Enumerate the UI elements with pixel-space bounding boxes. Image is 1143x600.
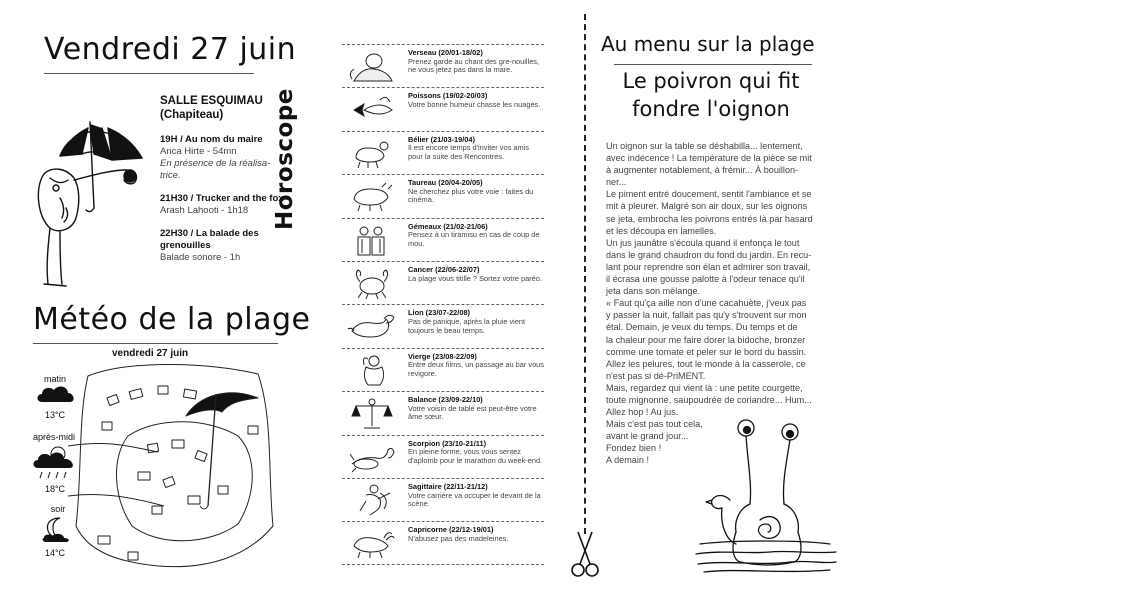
recipe-line: avant le grand jour... bbox=[606, 431, 689, 442]
event-info: Balade sonore - 1h bbox=[160, 252, 241, 263]
moon-icon bbox=[40, 514, 76, 544]
recipe-line: Un jus jaunâtre s'écoula quand il enfonça le tout bbox=[606, 237, 800, 248]
horoscope-item bbox=[342, 87, 544, 130]
horoscope-text bbox=[408, 92, 544, 109]
horoscope-prediction: Prenez garde au chant des gre-nouilles, ne vous jetez pas dans la mare. bbox=[408, 56, 540, 75]
capricorn-icon bbox=[344, 526, 400, 560]
weather-period-label: après-midi bbox=[32, 432, 75, 442]
horoscope-text bbox=[408, 266, 544, 283]
recipe-line: à augmenter notablement, à frémir... À bouillon- bbox=[606, 165, 799, 176]
aquarius-icon bbox=[344, 49, 400, 83]
recipe-title bbox=[600, 67, 822, 123]
recipe-line: la chaleur pour me faire dorer la bidoche, bronzer bbox=[606, 334, 806, 345]
recipe-line: comme une tomate et peler sur le bord du bassin. bbox=[606, 346, 807, 357]
horoscope-sign-name: Gémeaux (21/02-21/06) bbox=[408, 221, 488, 231]
umbrella-man-illustration bbox=[30, 108, 155, 298]
meteo-underline bbox=[33, 343, 278, 344]
horoscope-item bbox=[342, 44, 544, 87]
horoscope-sign-name: Scorpion (23/10-21/11) bbox=[408, 438, 487, 448]
horoscope-item bbox=[342, 391, 544, 434]
horoscope-prediction: Votre voisin de table est peut-être votre âme sœur. bbox=[408, 403, 537, 422]
libra-icon bbox=[344, 396, 400, 430]
cloud-icon bbox=[36, 384, 76, 406]
horoscope-text bbox=[408, 136, 544, 162]
recipe-line: Un oignon sur la table se déshabilla... lentement, bbox=[606, 141, 803, 151]
horoscope-item bbox=[342, 348, 544, 391]
horoscope-item bbox=[342, 218, 544, 261]
horoscope-item bbox=[342, 174, 544, 217]
horoscope-text bbox=[408, 526, 544, 543]
horoscope-text bbox=[408, 440, 544, 466]
venue-subname: (Chapiteau) bbox=[160, 109, 224, 121]
horoscope-item bbox=[342, 131, 544, 174]
recipe-line: il écrasa une gousse palotte à l'odeur tenace qu'il bbox=[606, 274, 805, 285]
recipe-line: ner... bbox=[606, 177, 627, 188]
date-underline bbox=[44, 73, 254, 74]
menu-title: Au menu sur la plage bbox=[601, 32, 815, 56]
horoscope-item bbox=[342, 304, 544, 347]
event-note: trice. bbox=[160, 170, 181, 181]
recipe-line: Mais c'est pas tout cela, bbox=[606, 419, 703, 430]
recipe-line: Mais, regardez qui vient là : une petite courgette, bbox=[606, 382, 803, 393]
recipe-line: « Faut qu'ça aille non d'une cacahuète, j'veux pas bbox=[606, 298, 807, 309]
horoscope-prediction: En pleine forme, vous vous sentez d'aplomb pour le marathon du week-end. bbox=[408, 447, 543, 465]
event-title: 19H / Au nom du maire bbox=[160, 134, 263, 145]
recipe-line: dans le grand chaudron du fond du jardin. En recu- bbox=[606, 249, 812, 260]
recipe-line: n'est pas si dé-PriMENT. bbox=[606, 370, 706, 381]
rain-cloud-icon bbox=[32, 444, 80, 482]
horoscope-item bbox=[342, 521, 544, 564]
horoscope-prediction: Il est encore temps d'inviter vos amis pour la suite des Rencontres. bbox=[408, 143, 529, 161]
horoscope-sign-name: Verseau (20/01-18/02) bbox=[408, 48, 483, 57]
recipe-line: avec indécence ! La température de la pièce se mit bbox=[606, 153, 812, 164]
horoscope-text bbox=[408, 396, 544, 422]
horoscope-item bbox=[342, 261, 544, 304]
recipe-line: se jeta, embrocha les poivrons entrés là par hasard bbox=[606, 213, 813, 224]
horoscope-sign-name: Vierge (23/08-22/09) bbox=[408, 351, 477, 361]
recipe-line: étal. Demain, je veux du temps. Du temps et de bbox=[606, 322, 798, 333]
horoscope-prediction: La plage vous titille ? Sortez votre paréo. bbox=[408, 273, 542, 283]
horoscope-prediction: Votre carrière va occuper le devant de la scène. bbox=[408, 490, 541, 509]
horoscope-prediction: Ne cherchez plus votre voie : faites du cinéma. bbox=[408, 186, 534, 205]
horoscope-text bbox=[408, 353, 544, 379]
horoscope-sign-name: Sagittaire (22/11-21/12) bbox=[408, 481, 488, 491]
weather-temp: 14°C bbox=[44, 548, 66, 558]
horoscope-sign-name: Lion (23/07-22/08) bbox=[408, 308, 471, 318]
cancer-icon bbox=[344, 266, 400, 300]
horoscope-sign-name: Balance (23/09-22/10) bbox=[408, 395, 483, 405]
recipe-title-line: fondre l'oignon bbox=[632, 97, 790, 121]
horoscope-sign-name: Taureau (20/04-20/05) bbox=[408, 178, 483, 188]
weather-period-label: matin bbox=[43, 374, 66, 384]
recipe-line: Allez les pelures, tout le monde à la casserole, ce bbox=[606, 358, 806, 369]
event-title: 21H30 / Trucker and the fox bbox=[160, 193, 284, 204]
horoscope-prediction: N'abusez pas des madeleines. bbox=[408, 533, 509, 543]
recipe-title-line: Le poivron qui fit bbox=[622, 69, 800, 93]
horoscope-sign-name: Bélier (21/03-19/04) bbox=[408, 134, 475, 144]
date-title: Vendredi 27 juin bbox=[44, 32, 297, 67]
recipe-line: Fondez bien ! bbox=[606, 443, 662, 454]
recipe-line: jeta dans son mélange. bbox=[606, 286, 701, 297]
venue-name: SALLE ESQUIMAU bbox=[160, 95, 263, 107]
menu-underline bbox=[614, 64, 812, 65]
horoscope-item bbox=[342, 435, 544, 478]
event-title: 22H30 / La balade des grenouilles bbox=[160, 228, 259, 251]
horoscope-sign-name: Poissons (19/02-20/03) bbox=[408, 91, 488, 101]
horoscope-sign-name: Capricorne (22/12-19/01) bbox=[408, 525, 494, 535]
pisces-icon bbox=[344, 92, 400, 126]
horoscope-text bbox=[408, 179, 544, 205]
cut-line bbox=[584, 14, 586, 534]
horoscope-sign-name: Cancer (22/06-22/07) bbox=[408, 264, 480, 274]
beach-map-illustration bbox=[68, 356, 280, 580]
scissors-icon bbox=[570, 530, 600, 578]
recipe-line: A demain ! bbox=[606, 455, 649, 466]
event-info: Arash Lahooti - 1h18 bbox=[160, 205, 249, 216]
horoscope-prediction: Votre bonne humeur chasse les nuages. bbox=[408, 99, 541, 109]
horoscope-item bbox=[342, 478, 544, 521]
recipe-line: Allez hop ! Au jus. bbox=[606, 407, 679, 418]
recipe-line: mit à pleurer. Malgré son air doux, sur les oignons bbox=[606, 201, 808, 212]
horoscope-prediction: Entre deux films, un passage au bar vous revigore. bbox=[408, 360, 544, 378]
horoscope-prediction: Pensez à un tiramisu en cas de coup de mou. bbox=[408, 230, 540, 248]
meteo-title: Météo de la plage bbox=[33, 302, 311, 337]
horoscope-text bbox=[408, 483, 544, 509]
recipe-line: lant pour reprendre son élan et admirer son travail, bbox=[606, 261, 811, 272]
horoscope-text bbox=[408, 49, 544, 75]
virgo-icon bbox=[344, 353, 400, 387]
snail-pot-illustration bbox=[690, 404, 840, 576]
meteo-date: vendredi 27 juin bbox=[112, 348, 189, 359]
aries-icon bbox=[344, 136, 400, 170]
scorpio-icon bbox=[344, 440, 400, 474]
sagittarius-icon bbox=[344, 483, 400, 517]
recipe-line: y passer la nuit, fallait pas qu'y s'trouvent sur mon bbox=[606, 310, 807, 321]
taurus-icon bbox=[344, 179, 400, 213]
horoscope-text bbox=[408, 223, 544, 249]
recipe-line: et les découpa en lamelles. bbox=[606, 225, 717, 236]
weather-temp: 18°C bbox=[44, 484, 66, 494]
recipe-line: Le piment entré doucement, sentit l'ambiance et se bbox=[606, 189, 812, 200]
gemini-icon bbox=[344, 223, 400, 257]
horoscope-list bbox=[342, 44, 544, 565]
event-info: Anca Hirte - 54mn bbox=[160, 146, 237, 157]
weather-period-label: soir bbox=[50, 504, 66, 514]
weather-temp: 13°C bbox=[44, 410, 66, 420]
event-item bbox=[160, 228, 310, 264]
horoscope-title: Horoscope bbox=[272, 88, 298, 230]
recipe-line: toute mignonne, saupoudrée de coriandre... Hum... bbox=[606, 394, 812, 405]
event-note: En présence de la réalisa- bbox=[160, 158, 271, 169]
leo-icon bbox=[344, 309, 400, 343]
horoscope-text bbox=[408, 309, 544, 335]
horoscope-prediction: Pas de panique, après la pluie vient toujours le beau temps. bbox=[408, 316, 526, 335]
